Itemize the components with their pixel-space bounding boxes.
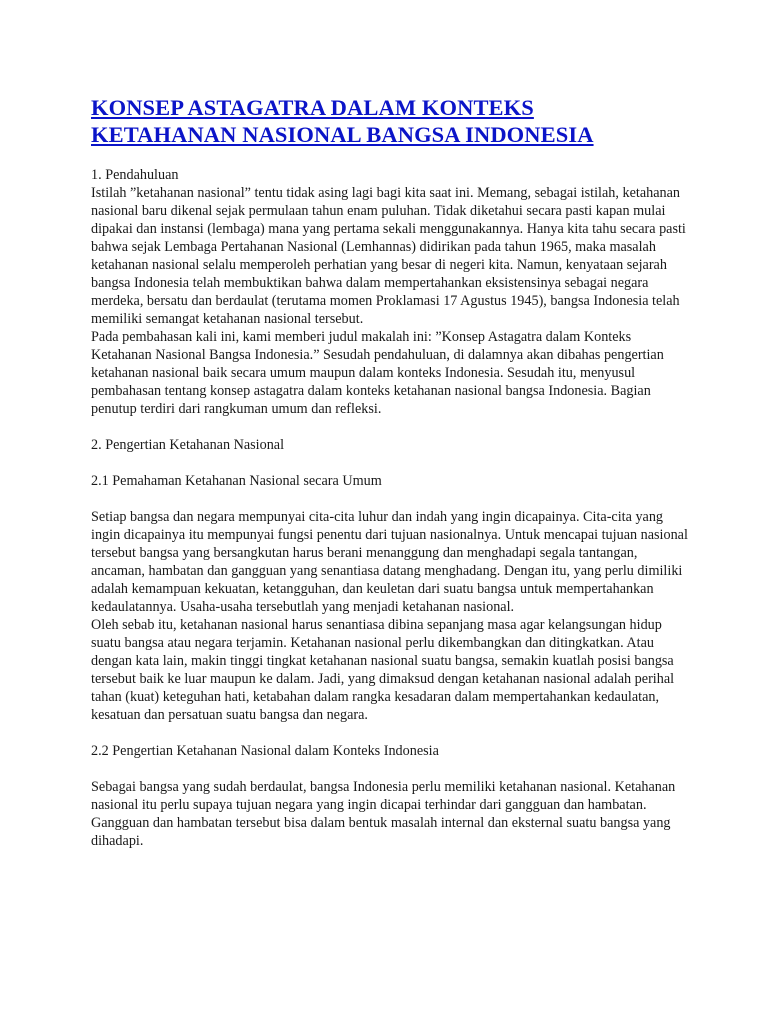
section-2-2-heading: 2.2 Pengertian Ketahanan Nasional dalam Konteks Indonesia xyxy=(91,743,439,759)
section-2-2 xyxy=(91,742,691,850)
section-2-1-paragraph-1: Setiap bangsa dan negara mempunyai cita-cita luhur dan indah yang ingin dicapainya. Cita-cita yang ingin dicapainya itu mempunyai fungsi penentu dari tujuan nasionalnya. Untuk mencapai tujuan nasional tersebut bangsa yang bersangkutan harus berani menanggung dan menghadapi segala tantangan, ancaman, hambatan dan gangguan yang senantiasa datang menghadang. Dengan itu, yang perlu dimiliki adalah kemampuan kekuatan, ketangguhan, dan keuletan dari suatu bangsa untuk mempertahankan kedaulatannya. Usaha-usaha tersebutlah yang menjadi ketahanan nasional. xyxy=(91,509,688,615)
section-1-paragraph-2: Pada pembahasan kali ini, kami memberi judul makalah ini: ”Konsep Astagatra dalam Konteks Ketahanan Nasional Bangsa Indonesia.” Sesudah pendahuluan, di dalamnya akan dibahas pengertian ketahanan nasional baik secara umum maupun dalam konteks Indonesia. Sesudah itu, menyusul pembahasan tentang konsep astagatra dalam konteks ketahanan nasional bangsa Indonesia. Bagian penutup terdiri dari rangkuman umum dan refleksi. xyxy=(91,329,664,417)
document-page xyxy=(91,94,691,850)
section-2-1-heading: 2.1 Pemahaman Ketahanan Nasional secara Umum xyxy=(91,473,382,489)
section-2-1-paragraph-2: Oleh sebab itu, ketahanan nasional harus senantiasa dibina sepanjang masa agar kelangsungan hidup suatu bangsa atau negara terjamin. Ketahanan nasional perlu dikembangkan dan ditingkatkan. Atau dengan kata lain, makin tinggi tingkat ketahanan nasional suatu bangsa, semakin kuatlah posisi bangsa tersebut baik ke luar maupun ke dalam. Jadi, yang dimaksud dengan ketahanan nasional adalah perihal tahan (kuat) keteguhan hati, ketabahan dalam rangka kesadaran dalam mempertahankan kedaulatan, kesatuan dan persatuan suatu bangsa dan negara. xyxy=(91,617,675,723)
section-2-2-paragraph-1: Sebagai bangsa yang sudah berdaulat, bangsa Indonesia perlu memiliki ketahanan nasional. Ketahanan nasional itu perlu supaya tujuan negara yang ingin dicapai terhindar dari gangguan dan hambatan. Gangguan dan hambatan tersebut bisa dalam bentuk masalah internal dan eksternal suatu bangsa yang dihadapi. xyxy=(91,779,676,849)
section-2-heading: 2. Pengertian Ketahanan Nasional xyxy=(91,437,285,453)
document-title-link[interactable] xyxy=(91,94,691,148)
title-line-2[interactable]: KETAHANAN NASIONAL BANGSA INDONESIA xyxy=(91,122,594,147)
section-1-heading: 1. Pendahuluan xyxy=(91,167,179,183)
section-2 xyxy=(91,436,691,454)
title-line-1[interactable]: KONSEP ASTAGATRA DALAM KONTEKS xyxy=(91,95,534,120)
section-1 xyxy=(91,166,691,418)
section-1-paragraph-1: Istilah ”ketahanan nasional” tentu tidak asing lagi bagi kita saat ini. Memang, sebagai istilah, ketahanan nasional baru dikenal sejak permulaan tahun enam puluhan. Tidak diketahui secara pasti kapan mulai dipakai dan instansi (lembaga) mana yang pertama sekali menggunakannya. Hanya kita tahu secara pasti bahwa sejak Lembaga Pertahanan Nasional (Lemhannas) didirikan pada tahun 1965, maka masalah ketahanan nasional selalu memperoleh perhatian yang besar di negeri kita. Namun, kenyataan sejarah bangsa Indonesia telah membuktikan bahwa dalam mempertahankan eksistensinya sebagai negara merdeka, bersatu dan berdaulat (terutama momen Proklamasi 17 Agustus 1945), bangsa Indonesia telah memiliki semangat ketahanan nasional tersebut. xyxy=(91,185,686,327)
section-2-1 xyxy=(91,472,691,724)
